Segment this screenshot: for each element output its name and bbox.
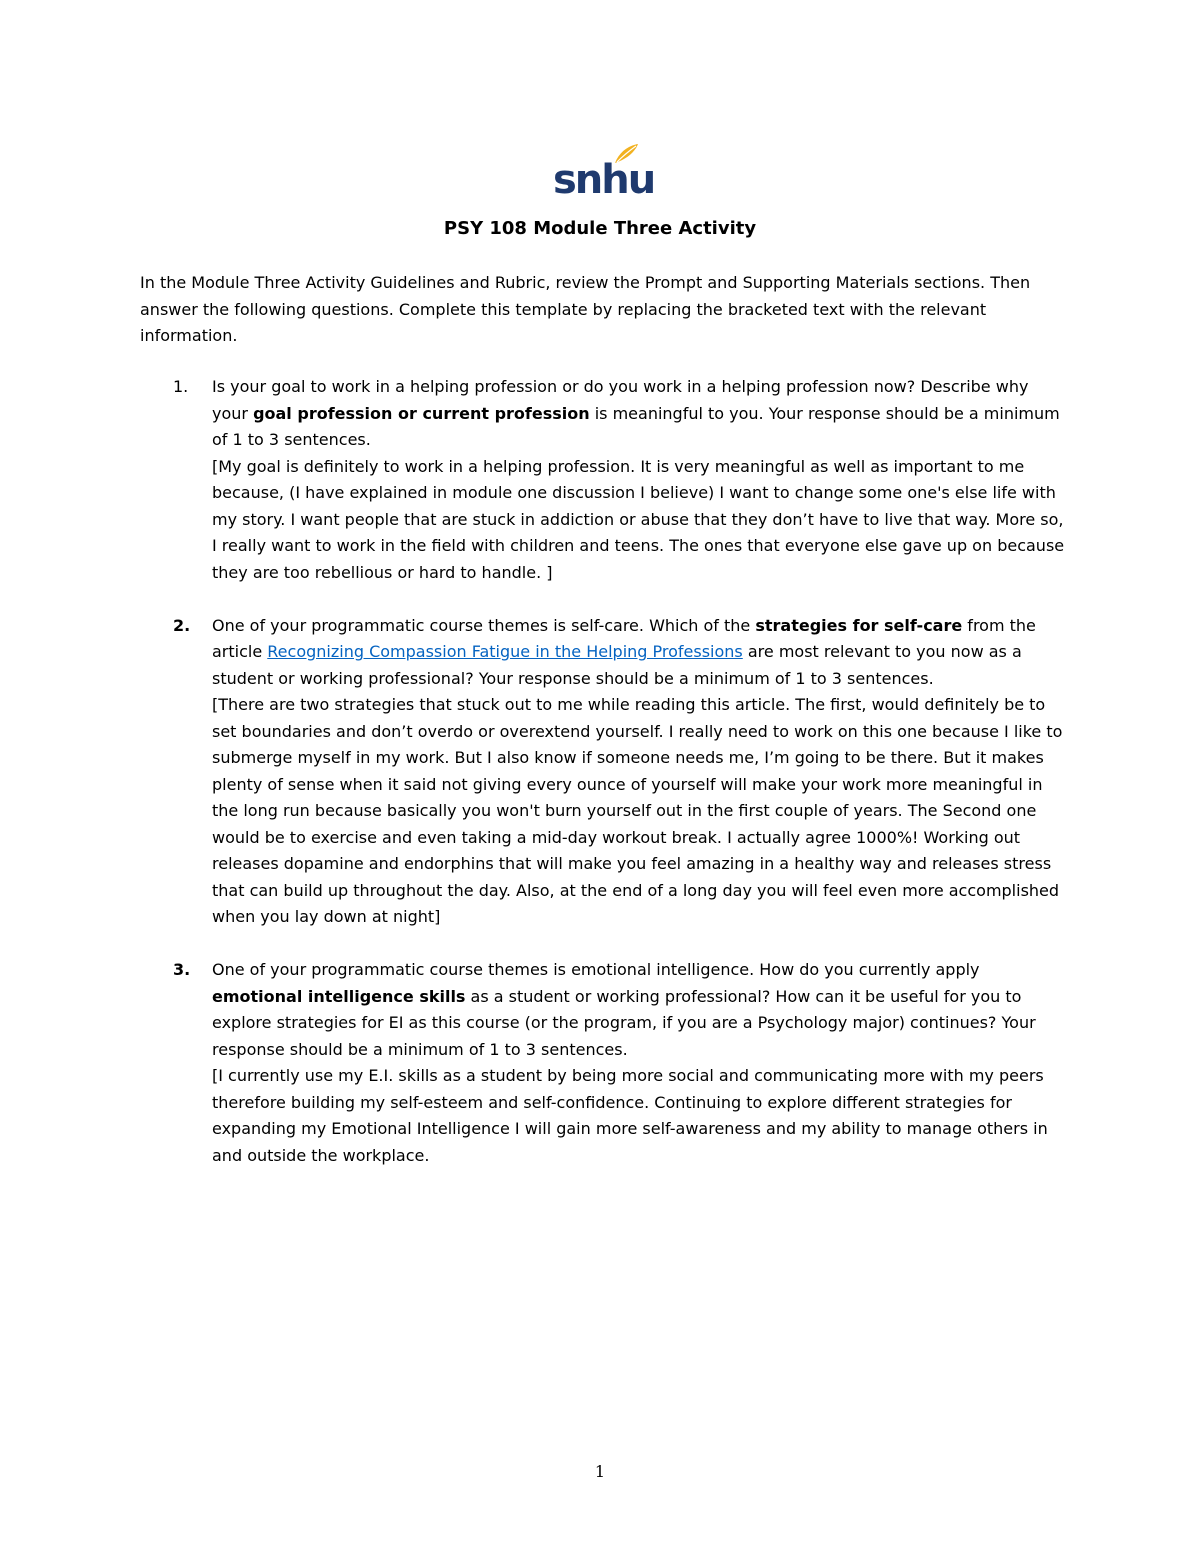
question-text	[212, 613, 1065, 693]
question-number: 1.	[173, 377, 189, 396]
question-text-part: as a student or working professional? How can it be useful for you to explore strategies for EI as this course (or the program, if you are a Psychology major) continues? Your response should be a minimum of 1 to 3 sentences.	[212, 986, 1036, 1059]
question-list	[140, 374, 1065, 1169]
question-number: 3.	[173, 960, 191, 979]
answer-text: [I currently use my E.I. skills as a student by being more social and communicating more with my peers therefore building my self-esteem and self-confidence. Continuing to explore different strategies for expanding my Emotional Intelligence I will gain more self-awareness and my ability to manage others in and outside the workplace.	[212, 1066, 1048, 1165]
article-link[interactable]: Recognizing Compassion Fatigue in the Helping Professions	[267, 642, 743, 661]
question-emphasis: emotional intelligence skills	[212, 986, 466, 1006]
question-item-1	[140, 374, 1065, 586]
question-emphasis: strategies for self-care	[755, 615, 963, 635]
question-text	[212, 374, 1065, 454]
page-title: PSY 108 Module Three Activity	[443, 218, 757, 239]
intro-paragraph: In the Module Three Activity Guidelines and Rubric, review the Prompt and Supporting Materials sections. Then answer the following questions. Complete this template by replacing the bracketed text with the relevant information.	[140, 273, 1031, 345]
question-text-part: are most relevant to you now as a student or working professional? Your response should be a minimum of 1 to 3 sentences.	[212, 642, 1022, 688]
question-text-part: One of your programmatic course themes is self-care. Which of the	[212, 615, 756, 635]
answer-text: [There are two strategies that stuck out to me while reading this article. The first, would definitely be to set boundaries and don’t overdo or overextend yourself. I really need to work on this one because I like to submerge myself in my work. But I also know if someone needs me, I’m going to be there. But it makes plenty of sense when it said not giving every ounce of yourself will make your work more meaningful in the long run because basically you won't burn yourself out in the first couple of years. The Second one would be to exercise and even taking a mid-day workout break. I actually agree 1000%! Working out releases dopamine and endorphins that will make you feel amazing in a healthy way and releases stress that can build up throughout the day. Also, at the end of a long day you will feel even more accomplished when you lay down at night]	[212, 695, 1063, 926]
question-text-part: from the article	[212, 615, 1036, 661]
answer-text: [My goal is definitely to work in a helping profession. It is very meaningful as well as important to me because, (I have explained in module one discussion I believe) I want to change some one's else life with my story. I want people that are stuck in addiction or abuse that they don’t have to live that way. More so, I really want to work in the field with children and teens. The ones that everyone else gave up on because they are too rebellious or hard to handle. ]	[212, 456, 1065, 582]
question-emphasis: goal profession or current profession	[253, 403, 590, 423]
question-text-part: is meaningful to you. Your response should be a minimum of 1 to 3 sentences.	[212, 403, 1060, 449]
question-number: 2.	[173, 615, 191, 635]
question-text-part: Is your goal to work in a helping profession or do you work in a helping profession now? Describe why your	[212, 377, 1029, 423]
question-item-3	[140, 957, 1065, 1169]
question-item-2	[140, 613, 1065, 931]
logo-text: snhu	[553, 157, 655, 203]
page-number: 1	[594, 1462, 606, 1481]
snhu-logo	[553, 143, 655, 205]
question-text-part: One of your programmatic course themes is emotional intelligence. How do you currently apply	[212, 960, 980, 979]
question-text	[212, 957, 1065, 1063]
